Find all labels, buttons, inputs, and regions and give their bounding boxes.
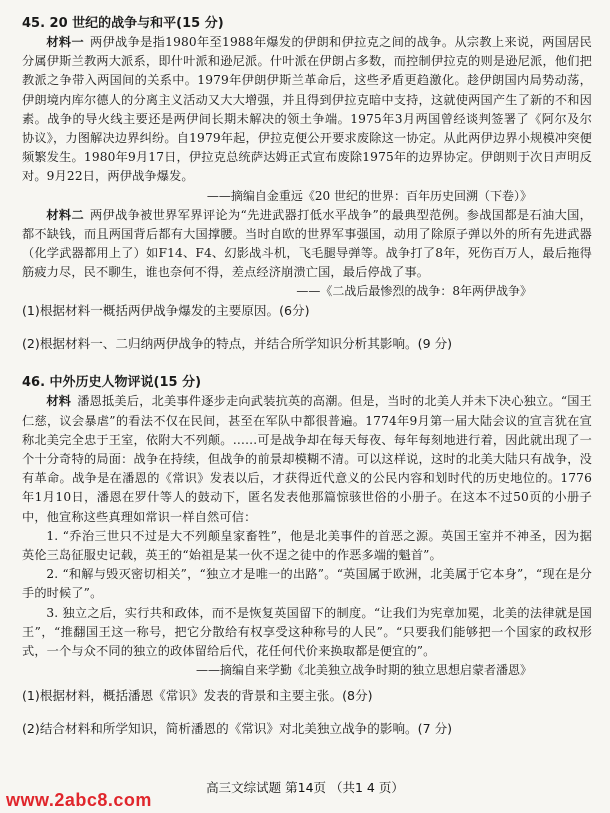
q46-point-1: 1. “乔治三世只不过是大不列颠皇家畜牲”，他是北美事件的首恶之源。英国王室并不神圣，因为据英伦三岛征服史记载，英王的“始祖是某一伙不逞之徒中的作恶多端的魁首”。 <box>22 528 592 563</box>
question-46-title: 46. 中外历史人物评说(15 分) <box>22 375 202 391</box>
q45-material-2-text: 两伊战争被世界军界评论为“先进武器打低水平战争”的最典型范例。参战国都是石油大国，都不缺钱，而且两国背后都有大国撑腰。当时自欧的世界军事强国，动用了除原子弹以外的所有先进武器（化学武器都用上了）如F14、F4、幻影战斗机，飞毛腿导弹等。战争打了8年，死伤百万人，最后拖得筋疲力尽，民不聊生，谁也奈何不得，差点经济崩溃亡国，最后停战了事。 <box>22 207 592 280</box>
q45-material-2-source: ——《二战后最惨烈的战争：8年两伊战争》 <box>296 284 532 299</box>
q46-material-text-1: 潘恩抵美后，北美事件逐步走向武装抗英的高潮。但是，当时的北美人并未下决心独立。“国王仁慈，议会暴虐”的看法不仅在民间，甚至在军队中都很普遍。1774年9月第一届大陆会议的宣言犹在宣称北美完全忠于王室，依附大不列颠。……可是战争却在每天每夜、每年每刻地进行着，因此就出现了一个十分奇特的局面：战争在持续，但战争的前景却模糊不清。可以这样说，这时的北美大陆只有战争，没有革命。战争是在潘恩的《常识》发表以后，才获得近代意义的公民内容和划时代的历史地位的。1776年1月10日，潘恩在罗什等人的鼓动下，匿名发表他那篇惊骇世俗的小册子。在这本不过50页的小册子中，他宣称这些真理如常识一样自然可信： <box>22 394 592 524</box>
q46-material-label: 材料 <box>46 394 72 409</box>
q45-subquestion-1: (1)根据材料一概括两伊战争爆发的主要原因。(6分) <box>22 303 310 319</box>
q46-subquestion-1: (1)根据材料，概括潘恩《常识》发表的背景和主要主张。(8分) <box>22 688 373 704</box>
q46-subquestion-2: (2)结合材料和所学知识，简析潘恩的《常识》对北美独立战争的影响。(7 分) <box>22 721 453 737</box>
q46-material-paragraph-1 <box>22 392 592 526</box>
q45-material-2 <box>22 206 592 283</box>
q46-point-2: 2. “和解与毁灭密切相关”，“独立才是唯一的出路”。“英国属于欧洲，北美属于它本身”，“现在是分手的时候了”。 <box>22 567 592 601</box>
q45-material-1 <box>22 33 592 187</box>
page-footer: 高三文综试题 第14页 （共1 4 页） <box>206 780 404 795</box>
q45-subquestion-2: (2)根据材料一、二归纳两伊战争的特点，并结合所学知识分析其影响。(9 分) <box>22 336 453 352</box>
q45-material-1-source: ——摘编自金重远《20 世纪的世界：百年历史回溯（下卷）》 <box>206 188 532 203</box>
q45-material-1-label: 材料一 <box>46 35 84 49</box>
question-45-title: 45. 20 世纪的战争与和平(15 分) <box>22 16 224 31</box>
watermark-url: www.2abc8.com <box>6 790 152 810</box>
q46-point-3: 3. 独立之后，实行共和政体，而不是恢复英国留下的制度。“让我们为宪章加冕，北美的法律就是国王”，“推翻国王这一称号，把它分散给有权享受这种称号的人民”。“只要我们能够把一个国家的政权形式，一个与众不同的独立的政体留给后代，花任何代价来换取都是便宜的”。 <box>22 605 592 659</box>
q45-material-1-text: 两伊战争是指1980年至1988年爆发的伊朗和伊拉克之间的战争。从宗教上来说，两国居民分属伊斯兰教两大派系，即什叶派和逊尼派。什叶派在伊朗占多数，而控制伊拉克的则是逊尼派，他们把教派之争带入两国间的关系中。1979年伊朗伊斯兰革命后，这些矛盾更趋激化。趁伊朗国内局势动荡，伊朗境内库尔德人的分离主义活动又大大增强，并且得到伊拉克暗中支持，这就使两国产生了新的不和因素。战争的导火线主要还是两伊间长期未解决的领土争端。1975年3月两国曾经谈判签署了《阿尔及尔协议》，力图解决边界纠纷。自1979年起，伊拉克便公开要求废除这一协定。从此两伊边界小规模冲突便频繁发生。1980年9月17日，伊拉克总统萨达姆正式宣布废除1975年的边界协定。伊朗则于次日声明反对。9月22日，两伊战争爆发。 <box>22 35 592 184</box>
q45-material-2-label: 材料二 <box>46 207 85 222</box>
q46-material-source: ——摘编自来学勤《北美独立战争时期的独立思想启蒙者潘恩》 <box>195 663 532 678</box>
